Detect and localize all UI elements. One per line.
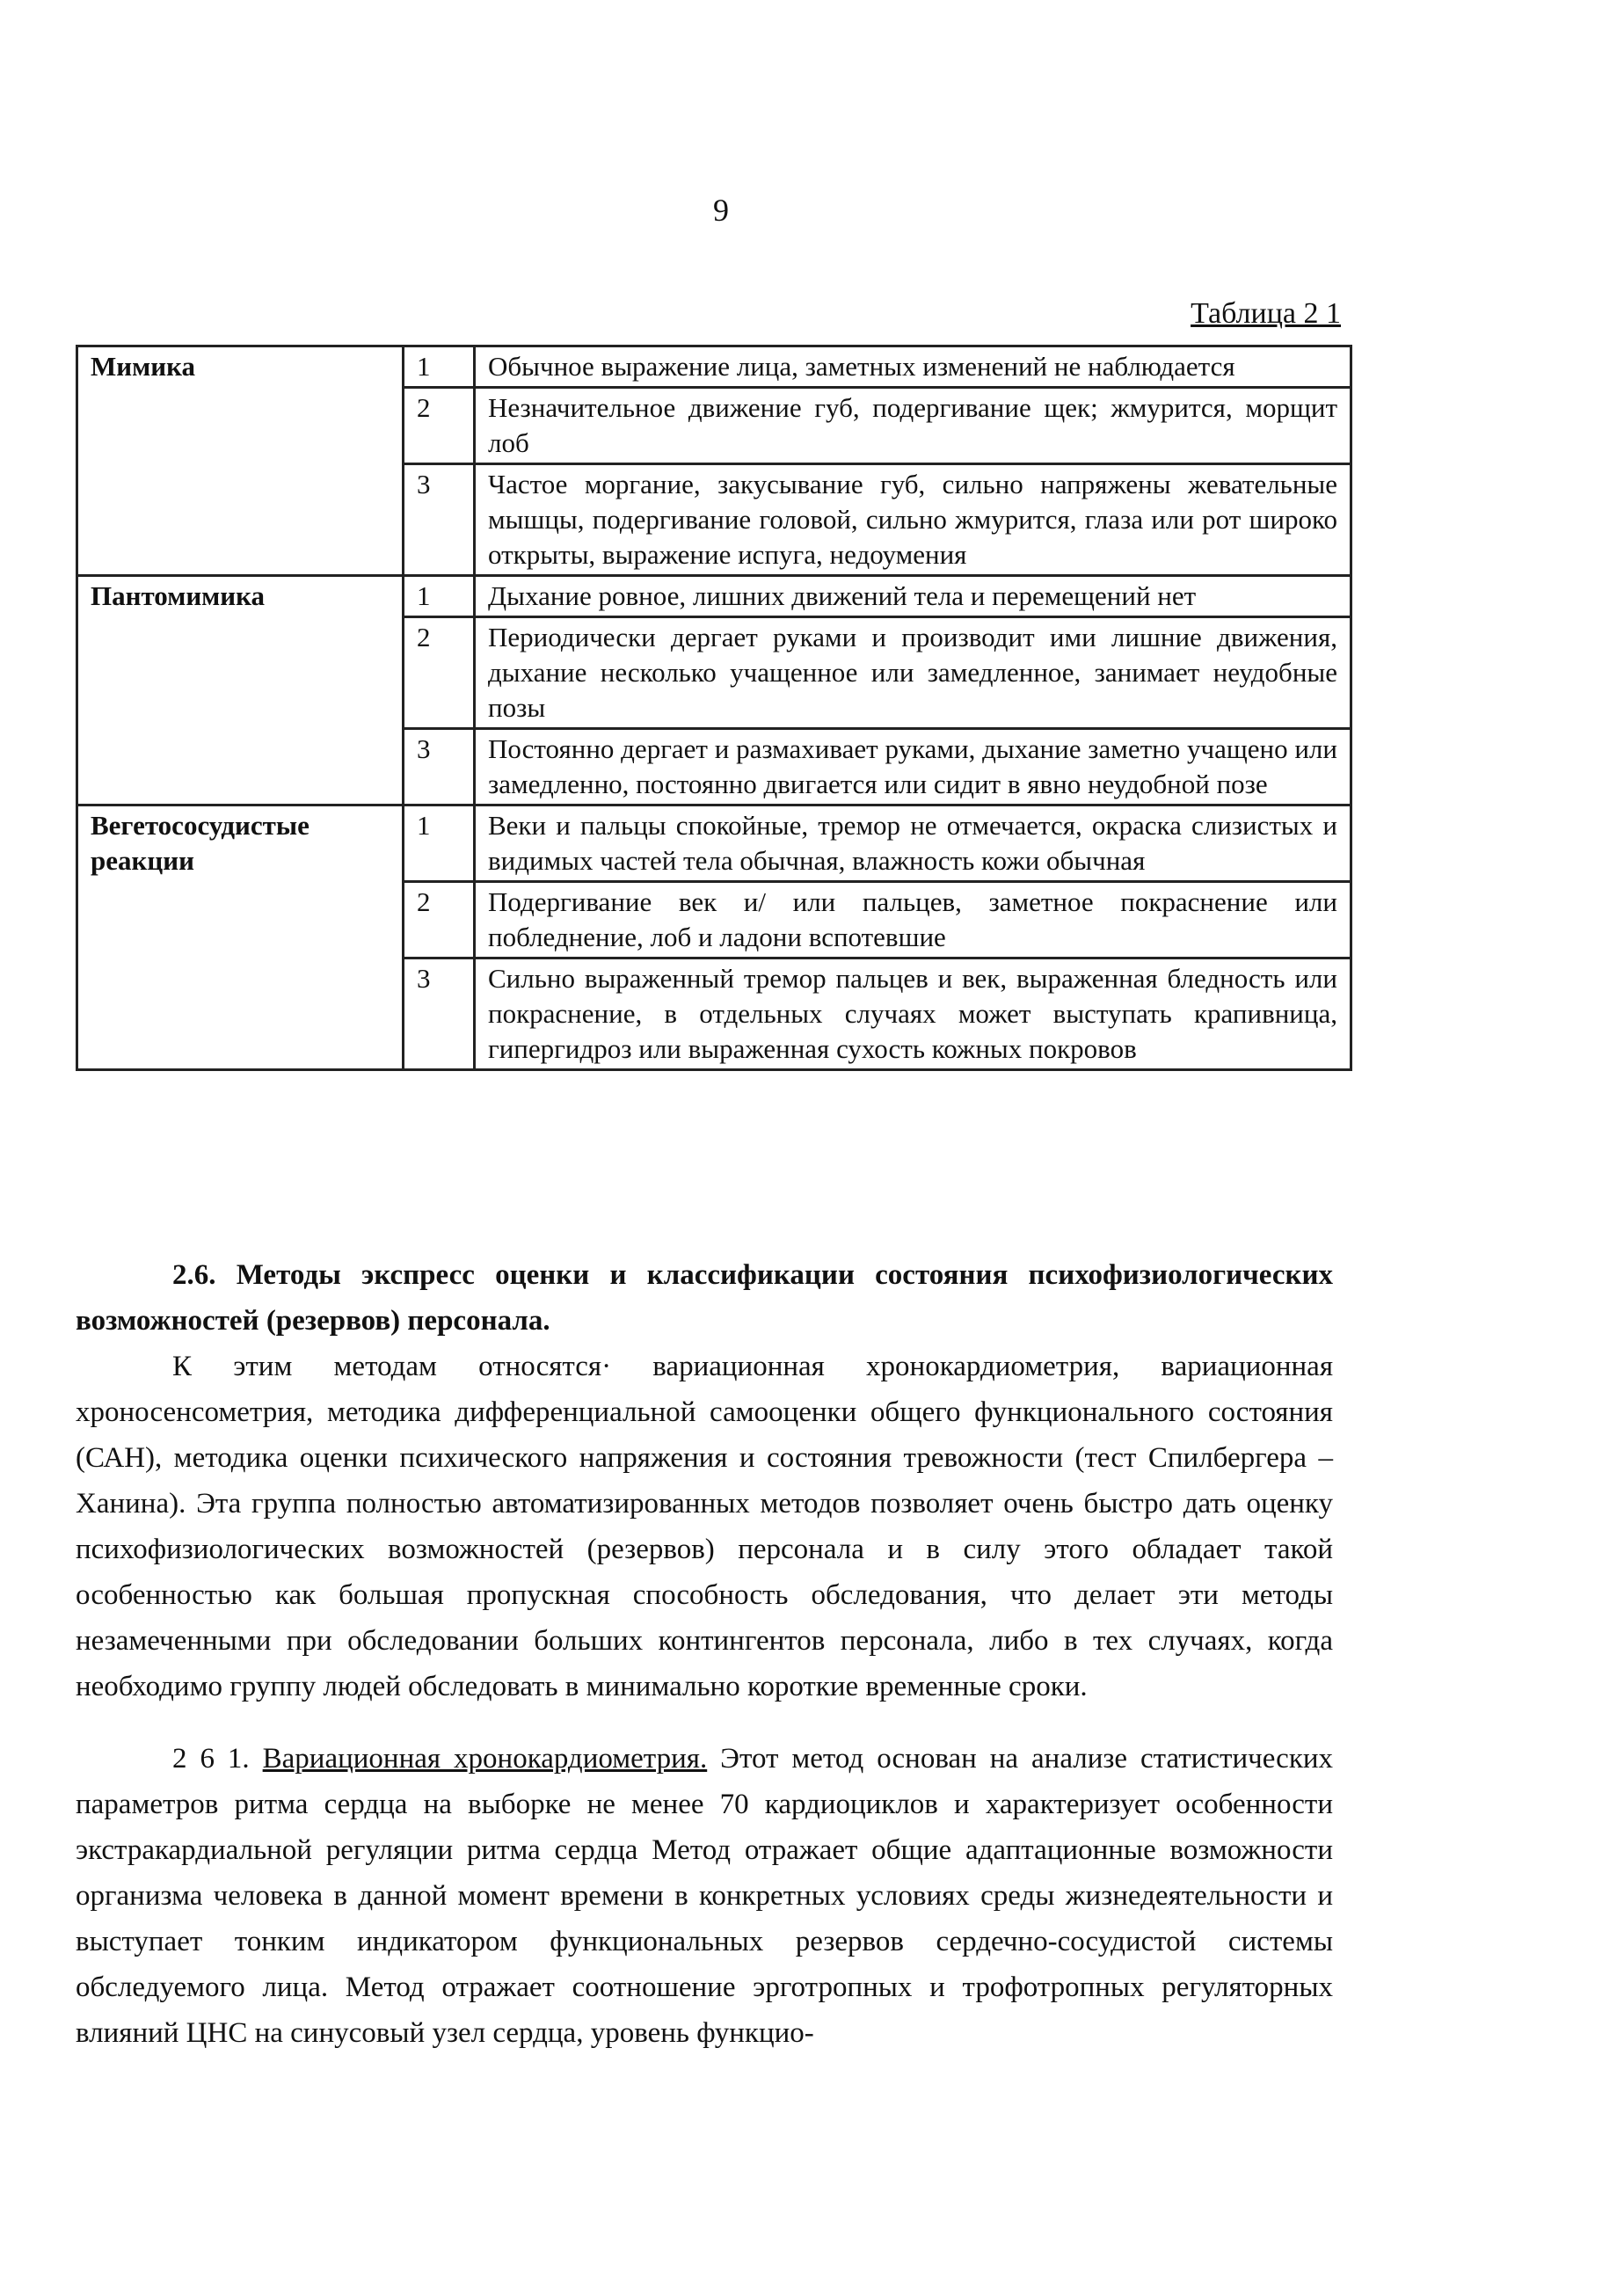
description-cell: Веки и пальцы спокойные, тремор не отмечается, окраска слизистых и видимых частей тела обычная, влажность кожи обычная [475, 805, 1351, 882]
page-number: 9 [713, 193, 729, 228]
description-cell: Подергивание век и/ или пальцев, заметное покраснение или побледнение, лоб и ладони вспотевшие [475, 882, 1351, 958]
category-cell: Мимика [77, 346, 404, 576]
paragraph-text: Этот метод основан на анализе статистических параметров ритма сердца на выборке не менее 70 кардиоциклов и характеризует особенности экстракардиальной регуляции ритма сердца Метод отражает общие адаптационные возможности организма человека в данной момент времени в конкретных условиях среды жизнедеятельности и выступает тонким индикатором функциональных резервов сердечно-сосудистой системы обследуемого лица. Метод отражает соотношение эрготропных и трофотропных регуляторных влияний ЦНС на синусовый узел сердца, уровень функцио- [76, 1743, 1334, 2049]
table-row [77, 805, 1351, 882]
score-cell: 3 [404, 464, 475, 576]
score-cell: 2 [404, 388, 475, 464]
score-cell: 3 [404, 958, 475, 1070]
score-cell: 2 [404, 617, 475, 729]
assessment-table [76, 345, 1352, 1071]
score-cell: 1 [404, 805, 475, 882]
description-cell: Обычное выражение лица, заметных изменений не наблюдается [475, 346, 1351, 388]
paragraph: К этим методам относятся· вариационная хронокардиометрия, вариационная хроносенсометрия, методика дифференциальной самооценки общего функционального состояния (САН), методика оценки психического напряжения и состояния тревожности (тест Спилбергера – Ханина). Эта группа полностью автоматизированных методов позволяет очень быстро дать оценку психофизиологических возможностей (резервов) персонала и в силу этого обладает такой особенностью как большая пропускная способность обследования, что делает эти методы незамеченными при обследовании больших контингентов персонала, либо в тех случаях, когда необходимо группу людей обследовать в минимально короткие временные сроки. [76, 1351, 1333, 1702]
table-row [77, 576, 1351, 617]
subsection-title: Вариационная хронокардиометрия. [262, 1743, 708, 1775]
subsection-number: 2 6 1. [172, 1743, 250, 1775]
table-row [77, 346, 1351, 388]
score-cell: 2 [404, 882, 475, 958]
section-2-6 [76, 1252, 1333, 2056]
paragraph [76, 1736, 1333, 2056]
category-cell: Пантомимика [77, 576, 404, 805]
description-cell: Постоянно дергает и размахивает руками, дыхание заметно учащено или замедленно, постоянно двигается или сидит в явно неудобной позе [475, 729, 1351, 805]
category-cell: Вегетососудистые реакции [77, 805, 404, 1070]
table-caption: Таблица 2 1 [1191, 297, 1341, 330]
description-cell: Незначительное движение губ, подергивание щек; жмурится, морщит лоб [475, 388, 1351, 464]
description-cell: Сильно выраженный тремор пальцев и век, выраженная бледность или покраснение, в отдельных случаях может выступать крапивница, гипергидроз или выраженная сухость кожных покровов [475, 958, 1351, 1070]
description-cell: Дыхание ровное, лишних движений тела и перемещений нет [475, 576, 1351, 617]
score-cell: 3 [404, 729, 475, 805]
section-heading: 2.6. Методы экспресс оценки и классификации состояния психофизиологических возможностей (резервов) персонала. [76, 1259, 1333, 1337]
score-cell: 1 [404, 346, 475, 388]
score-cell: 1 [404, 576, 475, 617]
description-cell: Периодически дергает руками и производит ими лишние движения, дыхание несколько учащенное или замедленное, занимает неудобные позы [475, 617, 1351, 729]
description-cell: Частое моргание, закусывание губ, сильно напряжены жевательные мышцы, подергивание головой, сильно жмурится, глаза или рот широко открыты, выражение испуга, недоумения [475, 464, 1351, 576]
